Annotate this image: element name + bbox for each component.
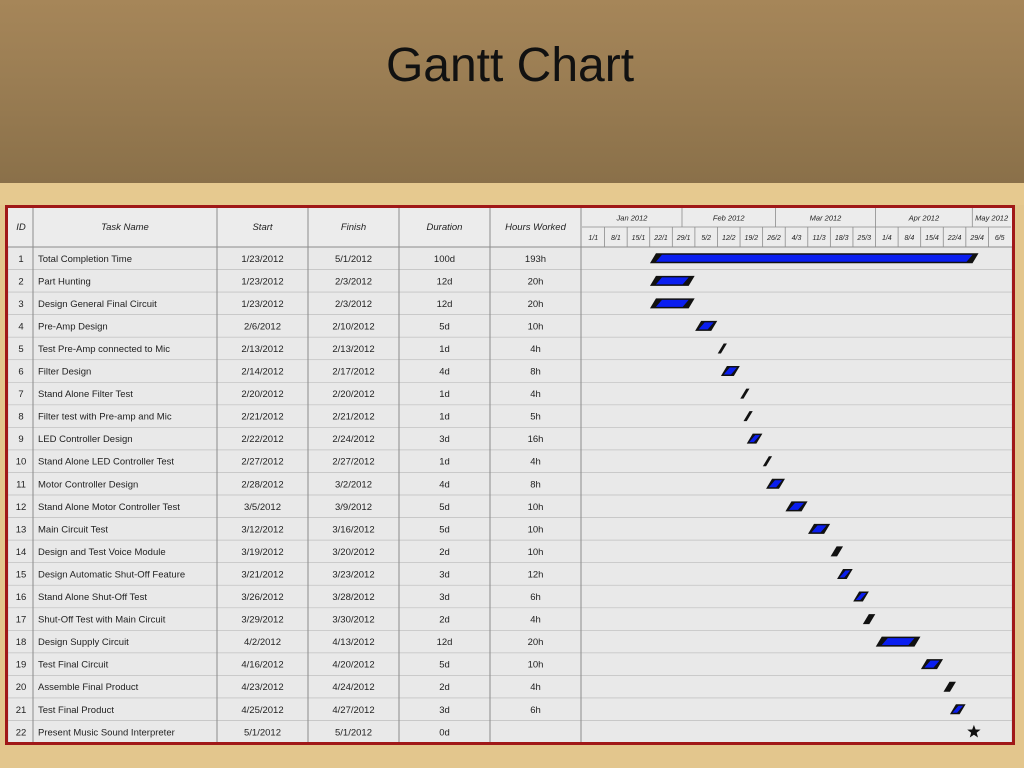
- col-header-duration: Duration: [426, 222, 463, 233]
- task-duration-cell: 100d: [433, 253, 456, 265]
- task-duration-cell: 3d: [439, 592, 450, 604]
- col-header-finish: Finish: [340, 222, 367, 233]
- task-duration-cell: 1d: [439, 389, 450, 401]
- month-label: May 2012: [975, 213, 1009, 223]
- task-id-cell: 6: [18, 366, 24, 378]
- week-label: 25/3: [857, 235, 872, 242]
- task-start-cell: 1/23/2012: [241, 276, 284, 288]
- table-row: [8, 270, 1012, 293]
- task-finish-cell: 4/13/2012: [332, 637, 375, 649]
- task-hours-cell: 10h: [527, 546, 544, 558]
- task-duration-cell: 1d: [439, 411, 450, 423]
- task-duration-cell: 5d: [439, 321, 450, 333]
- task-name-cell: Stand Alone Motor Controller Test: [38, 501, 180, 513]
- table-row: [8, 292, 1012, 315]
- task-finish-cell: 2/10/2012: [332, 321, 375, 333]
- table-row: [8, 675, 1012, 698]
- task-id-cell: 11: [16, 479, 26, 491]
- task-id-cell: 14: [15, 546, 27, 558]
- task-start-cell: 2/6/2012: [244, 321, 281, 333]
- task-duration-cell: 5d: [439, 501, 450, 513]
- task-name-cell: Assemble Final Product: [38, 682, 139, 694]
- month-label: Mar 2012: [809, 213, 842, 223]
- task-id-cell: 12: [15, 501, 27, 513]
- task-start-cell: 3/29/2012: [241, 614, 284, 626]
- table-row: [8, 360, 1012, 383]
- task-id-cell: 20: [15, 682, 27, 694]
- task-finish-cell: 4/27/2012: [332, 704, 375, 716]
- task-start-cell: 3/5/2012: [244, 501, 281, 513]
- task-hours-cell: 6h: [530, 592, 541, 604]
- task-hours-cell: 20h: [527, 637, 544, 649]
- task-name-cell: Motor Controller Design: [38, 479, 139, 491]
- task-name-cell: Filter Design: [38, 366, 92, 378]
- task-start-cell: 2/20/2012: [241, 389, 284, 401]
- task-id-cell: 16: [15, 592, 27, 604]
- task-finish-cell: 3/23/2012: [332, 569, 375, 581]
- task-start-cell: 1/23/2012: [241, 253, 284, 265]
- task-finish-cell: 4/20/2012: [332, 659, 375, 671]
- task-finish-cell: 2/20/2012: [332, 389, 375, 401]
- task-name-cell: Design General Final Circuit: [38, 298, 157, 310]
- task-start-cell: 2/13/2012: [241, 343, 284, 355]
- week-label: 4/3: [791, 235, 802, 242]
- task-finish-cell: 2/3/2012: [335, 276, 372, 288]
- task-finish-cell: 3/2/2012: [335, 479, 372, 491]
- task-duration-cell: 3d: [439, 434, 450, 446]
- task-name-cell: LED Controller Design: [38, 434, 133, 446]
- task-finish-cell: 3/20/2012: [332, 546, 375, 558]
- table-row: [8, 427, 1012, 450]
- table-row: [8, 382, 1012, 405]
- week-label: 1/4: [881, 235, 892, 242]
- task-hours-cell: 5h: [530, 411, 541, 423]
- task-start-cell: 4/2/2012: [244, 637, 281, 649]
- month-label: Feb 2012: [712, 213, 745, 223]
- task-name-cell: Filter test with Pre-amp and Mic: [38, 411, 172, 423]
- task-name-cell: Total Completion Time: [38, 253, 132, 265]
- table-row: [8, 630, 1012, 653]
- task-hours-cell: 20h: [527, 276, 544, 288]
- task-bar: [656, 255, 973, 262]
- task-id-cell: 22: [15, 727, 27, 739]
- table-row: [8, 315, 1012, 338]
- gantt-frame: [5, 205, 1015, 745]
- col-header-id: ID: [16, 222, 26, 233]
- task-hours-cell: 8h: [530, 366, 541, 378]
- task-duration-cell: 3d: [439, 704, 450, 716]
- task-hours-cell: 4h: [530, 343, 541, 355]
- task-finish-cell: 2/17/2012: [332, 366, 375, 378]
- week-label: 22/4: [947, 235, 962, 242]
- task-hours-cell: 8h: [530, 479, 541, 491]
- task-name-cell: Design Automatic Shut-Off Feature: [38, 569, 186, 581]
- task-duration-cell: 1d: [439, 343, 450, 355]
- task-hours-cell: 4h: [530, 614, 541, 626]
- task-hours-cell: 12h: [527, 569, 544, 581]
- task-id-cell: 7: [18, 389, 24, 401]
- task-duration-cell: 2d: [439, 682, 450, 694]
- task-start-cell: 2/14/2012: [241, 366, 284, 378]
- task-hours-cell: 10h: [527, 501, 544, 513]
- week-label: 22/1: [654, 235, 668, 242]
- task-hours-cell: 16h: [527, 434, 544, 446]
- task-hours-cell: 10h: [527, 321, 544, 333]
- task-hours-cell: 6h: [530, 704, 541, 716]
- month-label: Jan 2012: [616, 213, 648, 223]
- week-label: 1/1: [588, 235, 599, 242]
- task-name-cell: Shut-Off Test with Main Circuit: [38, 614, 166, 626]
- task-id-cell: 17: [15, 614, 27, 626]
- task-id-cell: 1: [18, 253, 24, 265]
- task-hours-cell: 193h: [524, 253, 547, 265]
- task-name-cell: Stand Alone Shut-Off Test: [38, 592, 147, 604]
- week-label: 12/2: [721, 235, 736, 242]
- task-start-cell: 3/21/2012: [241, 569, 284, 581]
- task-start-cell: 4/23/2012: [241, 682, 284, 694]
- task-duration-cell: 2d: [439, 614, 450, 626]
- task-duration-cell: 1d: [439, 456, 450, 468]
- task-duration-cell: 0d: [439, 727, 450, 739]
- task-id-cell: 5: [18, 343, 24, 355]
- task-hours-cell: 4h: [530, 456, 541, 468]
- table-row: [8, 653, 1012, 676]
- task-start-cell: 3/26/2012: [241, 592, 284, 604]
- week-label: 29/1: [676, 235, 691, 242]
- week-label: 8/4: [904, 235, 915, 242]
- task-duration-cell: 2d: [439, 546, 450, 558]
- task-name-cell: Stand Alone Filter Test: [38, 389, 133, 401]
- task-id-cell: 13: [15, 524, 27, 536]
- task-finish-cell: 2/27/2012: [332, 456, 375, 468]
- task-name-cell: Test Final Product: [38, 704, 115, 716]
- table-row: [8, 518, 1012, 541]
- week-label: 5/2: [701, 235, 712, 242]
- month-label: Apr 2012: [908, 213, 940, 223]
- task-start-cell: 2/22/2012: [241, 434, 284, 446]
- task-start-cell: 3/12/2012: [241, 524, 284, 536]
- task-finish-cell: 2/24/2012: [332, 434, 375, 446]
- task-name-cell: Main Circuit Test: [38, 524, 109, 536]
- task-name-cell: Pre-Amp Design: [38, 321, 108, 333]
- col-header-start: Start: [252, 222, 273, 233]
- task-start-cell: 5/1/2012: [244, 727, 281, 739]
- task-name-cell: Design Supply Circuit: [38, 637, 129, 649]
- task-id-cell: 9: [18, 434, 24, 446]
- task-finish-cell: 2/13/2012: [332, 343, 375, 355]
- task-name-cell: Test Final Circuit: [38, 659, 109, 671]
- task-finish-cell: 3/28/2012: [332, 592, 375, 604]
- task-id-cell: 3: [18, 298, 24, 310]
- task-hours-cell: 10h: [527, 659, 544, 671]
- task-hours-cell: 20h: [527, 298, 544, 310]
- task-start-cell: 4/25/2012: [241, 704, 284, 716]
- task-finish-cell: 2/3/2012: [335, 298, 372, 310]
- week-label: 6/5: [994, 235, 1005, 242]
- task-name-cell: Stand Alone LED Controller Test: [38, 456, 175, 468]
- task-start-cell: 3/19/2012: [241, 546, 284, 558]
- task-finish-cell: 4/24/2012: [332, 682, 375, 694]
- task-duration-cell: 12d: [436, 298, 453, 310]
- task-id-cell: 2: [18, 276, 24, 288]
- week-label: 26/2: [767, 235, 781, 242]
- task-start-cell: 4/16/2012: [241, 659, 284, 671]
- task-duration-cell: 3d: [439, 569, 450, 581]
- task-duration-cell: 5d: [439, 524, 450, 536]
- week-label: 11/3: [812, 235, 826, 242]
- week-label: 18/3: [834, 235, 849, 242]
- task-id-cell: 8: [18, 411, 24, 423]
- task-finish-cell: 2/21/2012: [332, 411, 375, 423]
- task-duration-cell: 4d: [439, 479, 450, 491]
- task-duration-cell: 5d: [439, 659, 450, 671]
- task-finish-cell: 3/30/2012: [332, 614, 375, 626]
- task-finish-cell: 5/1/2012: [335, 727, 372, 739]
- table-row: [8, 698, 1012, 721]
- slide-title: Gantt Chart: [385, 39, 635, 92]
- header-divider: [0, 183, 1024, 205]
- task-name-cell: Present Music Sound Interpreter: [38, 727, 175, 739]
- task-id-cell: 10: [15, 456, 27, 468]
- task-duration-cell: 12d: [436, 637, 453, 649]
- week-label: 19/2: [744, 235, 759, 242]
- task-id-cell: 4: [18, 321, 24, 333]
- week-label: 15/4: [925, 235, 939, 242]
- task-id-cell: 19: [15, 659, 27, 671]
- task-duration-cell: 12d: [436, 276, 453, 288]
- gantt-chart: [8, 208, 1012, 742]
- week-label: 29/4: [970, 235, 984, 242]
- task-hours-cell: 4h: [530, 389, 541, 401]
- task-name-cell: Test Pre-Amp connected to Mic: [38, 343, 170, 355]
- task-hours-cell: 4h: [530, 682, 541, 694]
- task-finish-cell: 3/9/2012: [335, 501, 372, 513]
- week-label: 15/1: [631, 235, 646, 242]
- task-finish-cell: 3/16/2012: [332, 524, 375, 536]
- slide-header: [0, 0, 1024, 183]
- task-name-cell: Design and Test Voice Module: [38, 546, 166, 558]
- task-id-cell: 21: [15, 704, 27, 716]
- task-finish-cell: 5/1/2012: [335, 253, 372, 265]
- task-id-cell: 18: [15, 637, 27, 649]
- task-name-cell: Part Hunting: [38, 276, 91, 288]
- task-id-cell: 15: [15, 569, 27, 581]
- task-start-cell: 2/28/2012: [241, 479, 284, 491]
- col-header-hours: Hours Worked: [505, 222, 566, 233]
- col-header-name: Task Name: [101, 222, 149, 233]
- task-start-cell: 2/27/2012: [241, 456, 284, 468]
- table-row: [8, 473, 1012, 496]
- task-duration-cell: 4d: [439, 366, 450, 378]
- task-start-cell: 1/23/2012: [241, 298, 284, 310]
- task-hours-cell: 10h: [527, 524, 544, 536]
- week-label: 8/1: [611, 235, 621, 242]
- task-start-cell: 2/21/2012: [241, 411, 284, 423]
